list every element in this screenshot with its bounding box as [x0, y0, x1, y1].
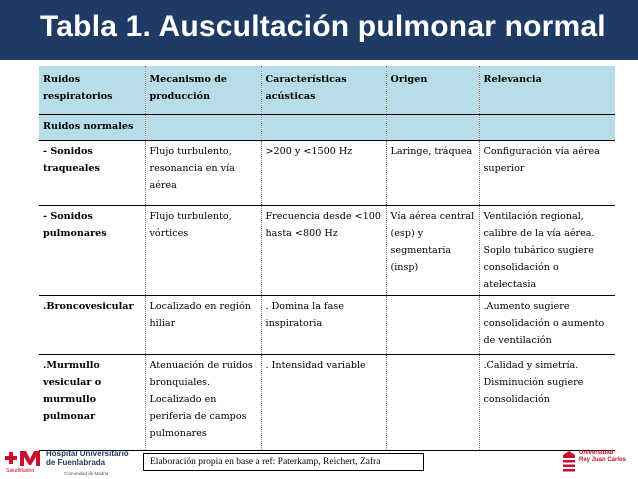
header-cell: Mecanismo de producción — [145, 66, 261, 114]
section-cell — [479, 114, 615, 140]
university-name-line1: Universidad — [579, 450, 614, 456]
table-container — [39, 66, 615, 451]
table-row — [39, 295, 615, 354]
table-header-row — [39, 66, 615, 114]
table-cell: Localizado en región hiliar — [145, 295, 261, 354]
table-cell: - Sonidos pulmonares — [39, 205, 145, 295]
table-row — [39, 205, 615, 295]
university-name-line2: Rey Juan Carlos — [579, 457, 627, 463]
salud-madrid-label: SaludMadrid — [6, 468, 35, 474]
hospital-name-line2: de Fuenlabrada — [46, 458, 106, 467]
table-cell: Laringe, tráquea — [386, 140, 479, 205]
community-label: Comunidad de Madrid — [64, 471, 109, 476]
header-cell: Relevancia — [479, 66, 615, 114]
header-cell: Ruidos respiratorios — [39, 66, 145, 114]
section-cell — [386, 114, 479, 140]
section-row — [39, 114, 615, 140]
table-cell: Flujo turbulento, resonancia en vía aérea — [145, 140, 261, 205]
table-cell: .Murmullo vesicular o murmullo pulmonar — [39, 354, 145, 450]
table-cell: Frecuencia desde <100 hasta <800 Hz — [261, 205, 386, 295]
table-cell: >200 y <1500 Hz — [261, 140, 386, 205]
section-label: Ruidos normales — [39, 114, 145, 140]
table-cell: Atenuación de ruidos bronquiales. Localizado en periferia de campos pulmonares — [145, 354, 261, 450]
table-cell: Vía aérea central (esp) y segmentaria (insp) — [386, 205, 479, 295]
slide-title: Tabla 1. Auscultación pulmonar normal — [40, 10, 606, 43]
title-bar — [0, 0, 638, 60]
table-row — [39, 140, 615, 205]
reference-note: Elaboración propia en base a ref: Paterkamp, Reichert, Zafra — [143, 453, 424, 471]
university-name — [579, 450, 626, 464]
table-cell: .Aumento sugiere consolidación o aumento de ventilación — [479, 295, 615, 354]
university-crest-icon — [560, 450, 578, 474]
table-row — [39, 354, 615, 450]
table-cell: .Broncovesicular — [39, 295, 145, 354]
table-cell — [386, 295, 479, 354]
hospital-name-line1: Hospital Universitario — [46, 449, 129, 458]
hospital-name — [46, 449, 129, 467]
table-cell: Configuración vía aérea superior — [479, 140, 615, 205]
table-cell: - Sonidos traqueales — [39, 140, 145, 205]
table-cell: Ventilación regional, calibre de la vía aérea. Soplo tubárico sugiere consolidación o atelectasia — [479, 205, 615, 295]
header-cell: Origen — [386, 66, 479, 114]
section-cell — [261, 114, 386, 140]
table-cell: Flujo turbulento, vórtices — [145, 205, 261, 295]
section-cell — [145, 114, 261, 140]
table-cell: . Intensidad variable — [261, 354, 386, 450]
table-cell: .Calidad y simetría. Disminución sugiere consolidación — [479, 354, 615, 450]
table-cell — [386, 354, 479, 450]
header-cell: Características acústicas — [261, 66, 386, 114]
hospital-logo — [0, 447, 143, 479]
auscultation-table — [39, 66, 615, 451]
table-cell: . Domina la fase inspiratoria — [261, 295, 386, 354]
